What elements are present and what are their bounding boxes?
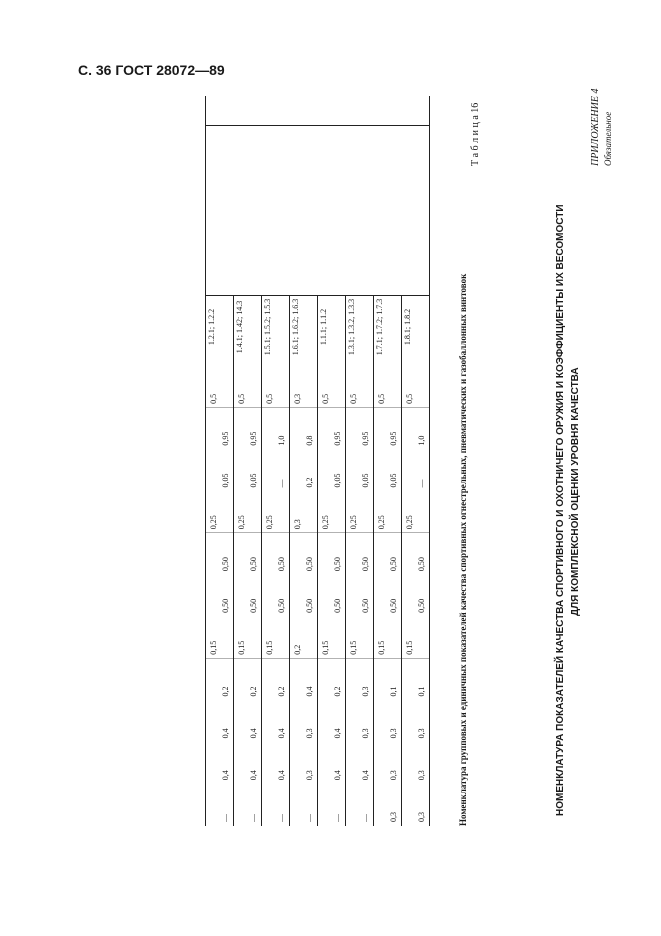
appendix-label: ПРИЛОЖЕНИЕ 4 bbox=[590, 88, 601, 166]
row-coefficient: — bbox=[277, 479, 286, 488]
row-coefficient: 0,05 bbox=[389, 473, 398, 488]
row-coefficient: 0,50 bbox=[305, 598, 314, 613]
group-coefficient: 0,15 bbox=[321, 640, 330, 655]
row-coefficient: 0,4 bbox=[333, 728, 342, 739]
band-line bbox=[317, 296, 318, 826]
group-coefficient: 0,15 bbox=[209, 640, 218, 655]
group-coefficient: 0,25 bbox=[349, 515, 358, 530]
row-coefficient: 0,05 bbox=[221, 473, 230, 488]
group-coefficient: 0,25 bbox=[237, 515, 246, 530]
group-coefficient: 0,15 bbox=[265, 640, 274, 655]
table-border-bottom bbox=[429, 96, 430, 826]
row-coefficient: 0,50 bbox=[361, 557, 370, 572]
row-coefficient: 0,05 bbox=[361, 473, 370, 488]
col-sep-name bbox=[205, 295, 429, 296]
group-coefficient: 0,15 bbox=[405, 640, 414, 655]
row-coefficient: 0,4 bbox=[277, 770, 286, 781]
band-line bbox=[373, 296, 374, 826]
row-coefficient: 0,2 bbox=[249, 686, 258, 697]
col-sep-num bbox=[205, 125, 429, 126]
row-coefficient: 0,50 bbox=[417, 557, 426, 572]
group-coefficient: 0,25 bbox=[265, 515, 274, 530]
band-line bbox=[205, 296, 206, 826]
row-coefficient: 0,4 bbox=[249, 770, 258, 781]
table-label: Т а б л и ц а 16 bbox=[470, 102, 481, 166]
row-coefficient: 0,95 bbox=[389, 431, 398, 446]
group-coefficient: 0,25 bbox=[405, 515, 414, 530]
row-coefficient: 0,4 bbox=[277, 728, 286, 739]
title-line-2: ДЛЯ КОМПЛЕКСНОЙ ОЦЕНКИ УРОВНЯ КАЧЕСТВА bbox=[570, 367, 581, 616]
row-coefficient: 0,1 bbox=[389, 686, 398, 697]
band-line bbox=[261, 296, 262, 826]
group-coefficient: 0,5 bbox=[237, 393, 246, 404]
row-coefficient: 0,3 bbox=[305, 770, 314, 781]
row-coefficient: 0,3 bbox=[389, 728, 398, 739]
row-coefficient: 0,50 bbox=[389, 557, 398, 572]
row-coefficient: 0,05 bbox=[249, 473, 258, 488]
row-coefficient: 0,95 bbox=[361, 431, 370, 446]
row-coefficient: 0,50 bbox=[333, 557, 342, 572]
group-coefficient: 0,15 bbox=[377, 640, 386, 655]
band-line bbox=[233, 296, 234, 826]
row-coefficient: 1,0 bbox=[277, 435, 286, 446]
row-coefficient: 0,50 bbox=[249, 557, 258, 572]
row-coefficient: 0,05 bbox=[333, 473, 342, 488]
group-coefficient: 0,5 bbox=[321, 393, 330, 404]
row-coefficient: — bbox=[221, 814, 230, 822]
row-coefficient: 0,4 bbox=[221, 770, 230, 781]
title-line-1: НОМЕНКЛАТУРА ПОКАЗАТЕЛЕЙ КАЧЕСТВА СПОРТИВНОГО И ОХОТНИЧЕГО ОРУЖИЯ И КОЭФФИЦИЕНТЫ ИХ ВЕСОМОСТИ bbox=[555, 204, 566, 816]
row-coefficient: 0,3 bbox=[389, 770, 398, 781]
row-coefficient: 0,50 bbox=[417, 598, 426, 613]
row-coefficient: 0,3 bbox=[417, 728, 426, 739]
row-coefficient: 0,50 bbox=[249, 598, 258, 613]
column-code: 1.5.1; 1.5.2; 1.5.3 bbox=[263, 298, 272, 356]
row-coefficient: 0,50 bbox=[305, 557, 314, 572]
row-coefficient: 0,4 bbox=[333, 770, 342, 781]
section-line bbox=[205, 532, 429, 533]
group-coefficient: 0,25 bbox=[321, 515, 330, 530]
appendix-kind: Обязательное bbox=[603, 111, 613, 166]
group-coefficient: 0,5 bbox=[405, 393, 414, 404]
band-line bbox=[289, 296, 290, 826]
group-coefficient: 0,5 bbox=[349, 393, 358, 404]
row-coefficient: 0,8 bbox=[305, 435, 314, 446]
row-coefficient: 0,50 bbox=[277, 557, 286, 572]
row-coefficient: 0,3 bbox=[389, 812, 398, 822]
page-header: С. 36 ГОСТ 28072—89 bbox=[78, 62, 225, 78]
section-line bbox=[205, 658, 429, 659]
row-coefficient: — bbox=[277, 814, 286, 822]
row-coefficient: 0,3 bbox=[361, 686, 370, 697]
row-coefficient: 0,4 bbox=[221, 728, 230, 739]
row-coefficient: 0,3 bbox=[361, 728, 370, 739]
group-coefficient: 0,3 bbox=[293, 519, 302, 530]
group-coefficient: 0,5 bbox=[209, 393, 218, 404]
row-coefficient: 0,50 bbox=[333, 598, 342, 613]
row-coefficient: 0,3 bbox=[417, 812, 426, 822]
row-coefficient: 0,95 bbox=[249, 431, 258, 446]
row-coefficient: 0,4 bbox=[361, 770, 370, 781]
row-coefficient: — bbox=[417, 479, 426, 488]
row-coefficient: 0,2 bbox=[277, 686, 286, 697]
table-caption: Номенклатура групповых и единичных показателей качества спортивных огнестрельных, пневматических и газобаллонных винтовок bbox=[458, 273, 468, 826]
group-coefficient: 0,5 bbox=[377, 393, 386, 404]
group-coefficient: 0,25 bbox=[209, 515, 218, 530]
column-code: 1.1.1; 1.1.2 bbox=[319, 308, 328, 346]
row-coefficient: 0,2 bbox=[333, 686, 342, 697]
section-line bbox=[205, 407, 429, 408]
row-coefficient: 0,50 bbox=[221, 557, 230, 572]
column-code: 1.3.1; 1.3.2, 1.3.3 bbox=[347, 298, 356, 356]
group-coefficient: 0,2 bbox=[293, 644, 302, 655]
row-coefficient: 0,50 bbox=[361, 598, 370, 613]
row-coefficient: 0,50 bbox=[277, 598, 286, 613]
row-coefficient: 0,50 bbox=[389, 598, 398, 613]
row-coefficient: 0,95 bbox=[221, 431, 230, 446]
group-coefficient: 0,3 bbox=[293, 393, 302, 404]
group-coefficient: 0,15 bbox=[237, 640, 246, 655]
group-coefficient: 0,15 bbox=[349, 640, 358, 655]
group-coefficient: 0,5 bbox=[265, 393, 274, 404]
row-coefficient: 0,3 bbox=[417, 770, 426, 781]
column-code: 1.7.1; 1.7.2; 1.7.3 bbox=[375, 298, 384, 356]
row-coefficient: 0,4 bbox=[305, 686, 314, 697]
band-line bbox=[401, 296, 402, 826]
band-line bbox=[345, 296, 346, 826]
column-code: 1.8.1; 1.8.2 bbox=[403, 308, 412, 346]
column-code: 1.4.1; 1.42; 14.3 bbox=[235, 300, 244, 354]
column-code: 1.6.1; 1.6.2; 1.6.3 bbox=[291, 298, 300, 356]
row-coefficient: 0,1 bbox=[417, 686, 426, 697]
row-coefficient: 0,2 bbox=[221, 686, 230, 697]
group-coefficient: 0,25 bbox=[377, 515, 386, 530]
row-coefficient: 0,2 bbox=[305, 477, 314, 488]
row-coefficient: — bbox=[361, 814, 370, 822]
row-coefficient: 0,4 bbox=[249, 728, 258, 739]
row-coefficient: — bbox=[333, 814, 342, 822]
row-coefficient: — bbox=[249, 814, 258, 822]
row-coefficient: 0,95 bbox=[333, 431, 342, 446]
row-coefficient: 0,3 bbox=[305, 728, 314, 739]
row-coefficient: — bbox=[305, 814, 314, 822]
row-coefficient: 1,0 bbox=[417, 435, 426, 446]
column-code: 1.2.1; 1.2.2 bbox=[207, 308, 216, 346]
row-coefficient: 0,50 bbox=[221, 598, 230, 613]
